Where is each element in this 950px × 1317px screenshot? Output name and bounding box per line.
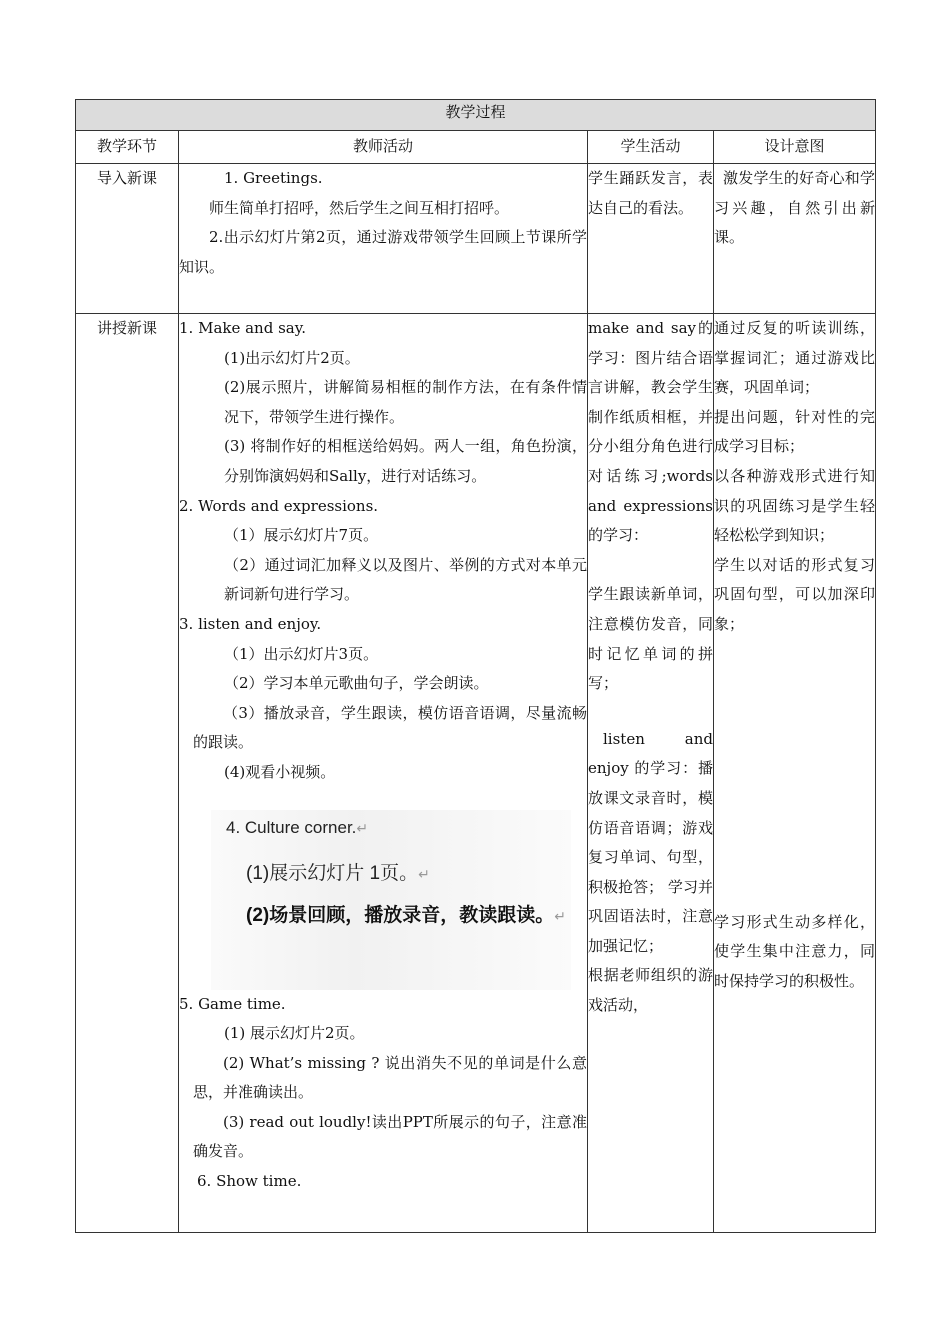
header-teacher: 教师活动 [179,131,588,164]
table-header-row [76,131,876,164]
section-5-item-b: (2) What’s missing ? 说出消失不见的单词是什么意思，并准确读出。 [193,1053,587,1102]
new-purpose-cell [714,314,876,1233]
intro-student-cell [588,164,714,314]
header-student: 学生活动 [588,131,714,164]
section-5-item-a: (1) 展示幻灯片2页。 [224,1024,365,1043]
header-purpose: 设计意图 [714,131,876,164]
section-2-item-a: （1）展示幻灯片7页。 [224,526,379,545]
section-3-item-c: （3）播放录音，学生跟读，模仿语音语调，尽量流畅的跟读。 [193,703,587,752]
table-row-intro [76,164,876,314]
section-1-item-a: (1)出示幻灯片2页。 [224,348,360,367]
intro-step-1: 1. Greetings. [224,169,323,187]
purpose-text-1: 通过反复的听读训练，掌握词汇；通过游戏比赛，巩固单词； [714,319,876,397]
teaching-process-table [75,99,876,1233]
stage-new-lesson: 讲授新课 [96,319,157,337]
new-teacher-cell [179,314,588,1233]
culture-corner-image [171,810,593,990]
section-1-item-b [179,373,587,432]
student-text-1: make and say的学习：图片结合语言讲解，教会学生制作纸质相框，并分小组分角色进行对话练习;words and expressions的学习： [588,319,713,545]
section-6-title: 6. Show time. [197,1172,302,1191]
table-row-new-lesson [76,314,876,1233]
section-5-title: 5. Game time. [179,994,286,1013]
purpose-text-4: 学生以对话的形式复习巩固句型，可以加深印象； [714,555,876,633]
section-4-title: 4. Culture corner.↵ [226,817,369,837]
intro-step-2: 2.出示幻灯片第2页，通过游戏带领学生回顾上节课所学知识。 [179,228,587,276]
section-4-item-a: (1)展示幻灯片 1页。↵ [246,862,430,884]
new-student-cell [588,314,714,1233]
paragraph-mark-icon: ↵ [418,865,430,882]
section-5-item-c: (3) read out loudly!读出PPT所展示的句子，注意准确发音。 [193,1112,587,1161]
purpose-text-2: 提出问题，针对性的完成学习目标； [714,407,876,456]
section-1-item-c: (3) 将制作好的相框送给妈妈。两人一组，角色扮演，分别饰演妈妈和Sally，进行对话练习。 [224,437,587,485]
intro-purpose-cell [714,164,876,314]
paragraph-mark-icon: ↵ [356,819,369,836]
section-3-title: 3. listen and enjoy. [179,614,322,633]
section-2-item-b: （2）通过词汇加释义以及图片、举例的方式对本单元新词新句进行学习。 [224,555,587,604]
intro-purpose-text: 激发学生的好奇心和学习兴趣，自然引出新课。 [714,169,876,247]
section-4-item-b: (2)场景回顾，播放录音，教读跟读。↵ [246,904,566,926]
student-text-4: 根据老师组织的游戏活动， [588,966,713,1015]
intro-teacher-cell [179,164,588,314]
purpose-text-3: 以各种游戏形式进行知识的巩固练习是学生轻轻松松学到知识； [714,466,876,545]
section-1-title: 1. Make and say. [179,319,306,337]
student-text-2: 学生跟读新单词，注意模仿发音，同时记忆单词的拼写； [588,585,713,693]
section-3-item-b: （2）学习本单元歌曲句子，学会朗读。 [224,674,489,693]
section-3-item-d: (4)观看小视频。 [224,762,336,781]
intro-student-text: 学生踊跃发言，表达自己的看法。 [588,169,713,217]
stage-intro: 导入新课 [96,169,157,187]
header-stage: 教学环节 [76,131,179,164]
student-text-3: listen and enjoy 的学习：播放课文录音时，模仿语音语调；游戏复习单词、句型，积极抢答； 学习并巩固语法时，注意加强记忆； [588,729,713,955]
purpose-text-5: 学习形式生动多样化，使学生集中注意力，同时保持学习的积极性。 [714,912,876,990]
intro-step-1-detail: 师生简单打招呼，然后学生之间互相打招呼。 [209,198,510,217]
table-title: 教学过程 [76,100,876,131]
section-3-item-a: （1）出示幻灯片3页。 [224,644,379,663]
section-2-title: 2. Words and expressions. [179,496,379,515]
paragraph-mark-icon: ↵ [554,907,566,924]
table-title-row [76,100,876,131]
section-1-item-b-text: (2)展示照片，讲解简易相框的制作方法，在有条件情况下，带领学生进行操作。 [224,378,587,426]
